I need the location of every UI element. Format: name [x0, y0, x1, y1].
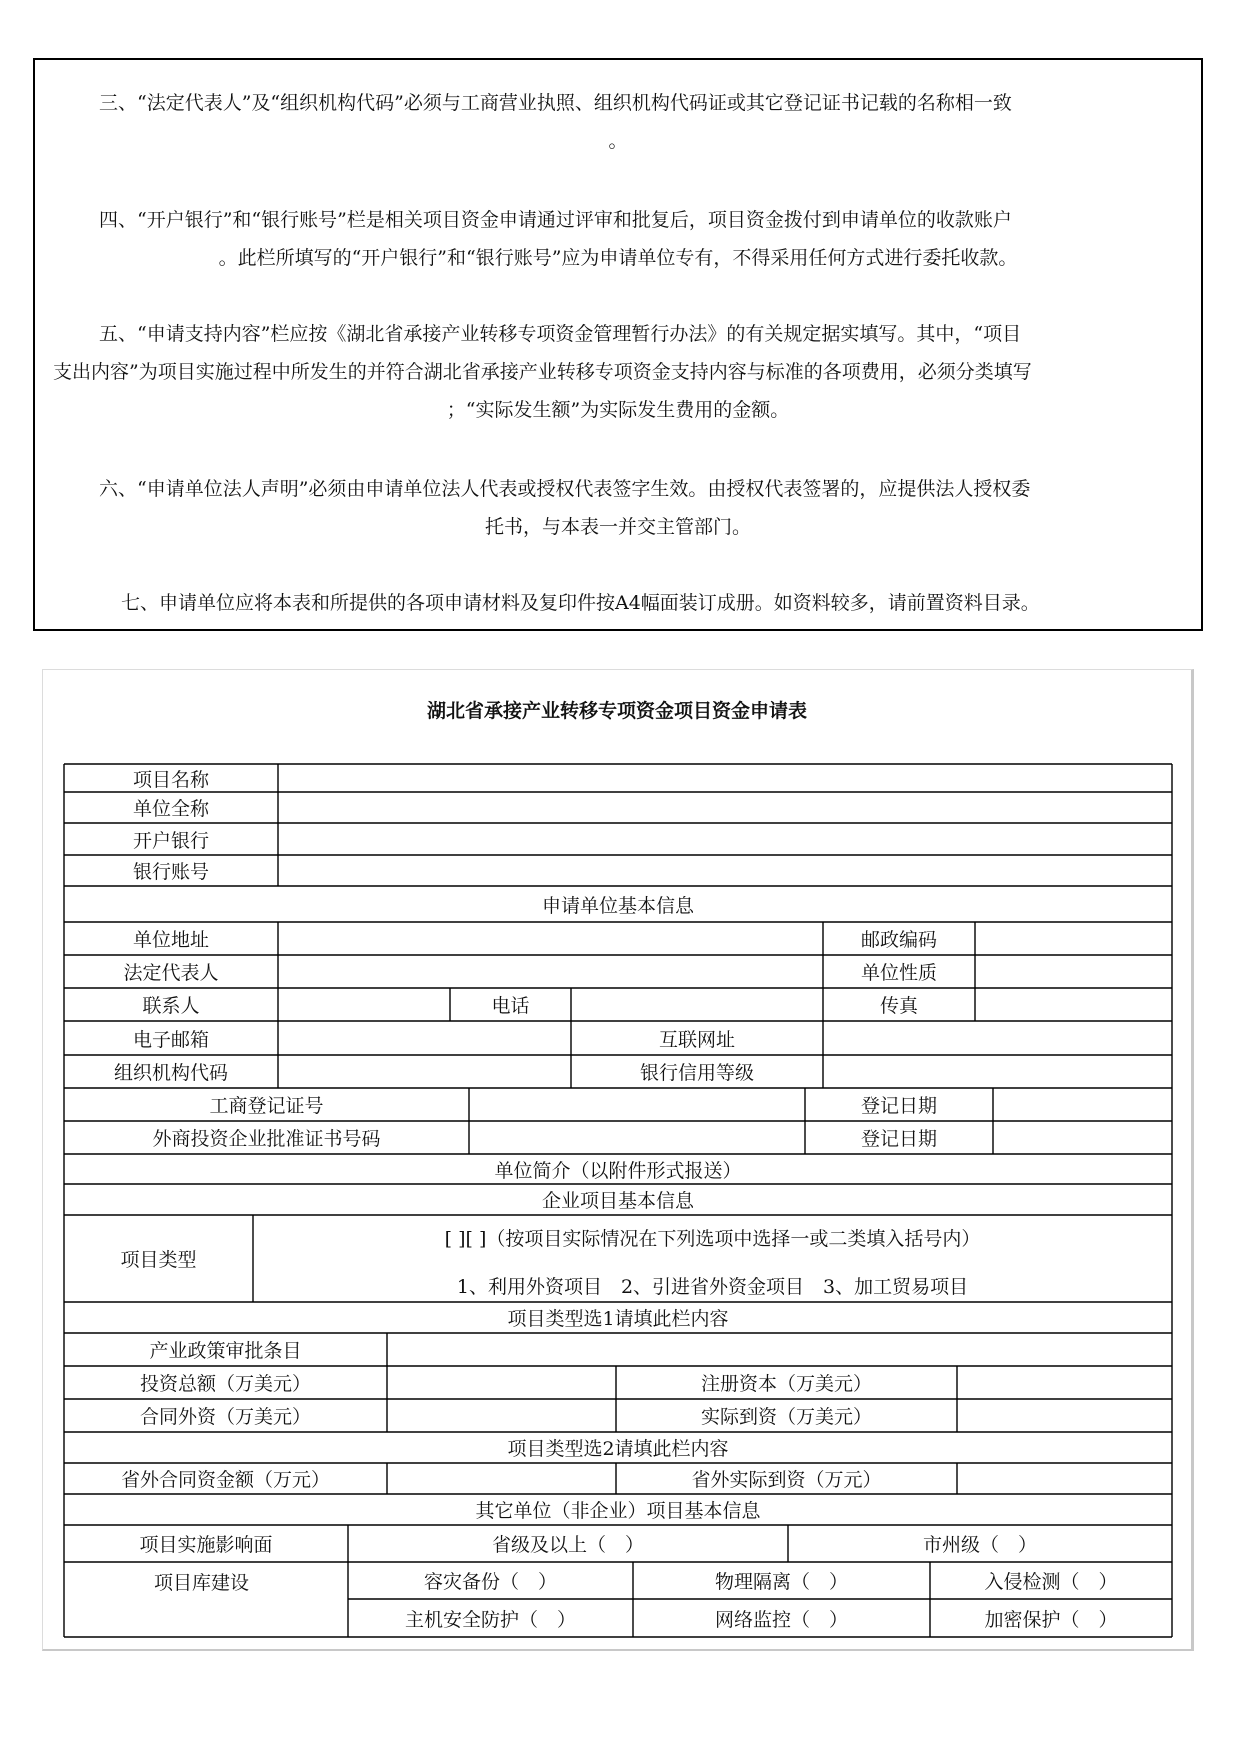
field-website[interactable] [823, 1021, 1172, 1055]
option-isolation[interactable]: 物理隔离（ ） [714, 1571, 848, 1593]
note-6-cont: 托书，与本表一并交主管部门。 [484, 516, 751, 538]
label-out-contract: 省外合同资金额（万元） [120, 1469, 330, 1491]
note-item-3 [53, 84, 1183, 160]
label-project-name: 项目名称 [132, 768, 209, 791]
field-reg-capital[interactable] [957, 1366, 1172, 1399]
label-biz-reg-no: 工商登记证号 [209, 1095, 324, 1117]
label-address: 单位地址 [132, 929, 209, 951]
field-fax[interactable] [975, 988, 1172, 1021]
option-impact-province[interactable]: 省级及以上（ ） [491, 1534, 644, 1556]
note-4-text: 四、“开户银行”和“银行账号”栏是相关项目资金申请通过评审和批复后，项目资金拨付到申请单位的收款账户 [99, 209, 1012, 231]
note-6-text: 六、“申请单位法人声明”必须由申请单位法人代表或授权代表签字生效。由授权代表签署的，应提供法人授权委 [99, 478, 1031, 500]
field-project-name[interactable] [278, 764, 1172, 792]
label-impact: 项目实施影响面 [139, 1534, 273, 1556]
note-3-text: 三、“法定代表人”及“组织机构代码”必须与工商营业执照、组织机构代码证或其它登记证书记载的名称相一致 [99, 92, 1012, 114]
section-project-info: 企业项目基本信息 [541, 1190, 694, 1212]
field-email[interactable] [278, 1021, 571, 1055]
option-impact-city[interactable]: 市州级（ ） [922, 1534, 1037, 1556]
field-foreign-cert-no[interactable] [469, 1121, 805, 1154]
section-type-1: 项目类型选1请填此栏内容 [507, 1308, 729, 1330]
field-contract-foreign[interactable] [387, 1399, 616, 1432]
field-account[interactable] [278, 855, 1172, 886]
note-5-line2: 支出内容”为项目实施过程中所发生的并符合湖北省承接产业转移专项资金支持内容与标准的各项费用，必须分类填写 [53, 361, 1032, 383]
option-encryption[interactable]: 加密保护（ ） [984, 1608, 1118, 1631]
section-basic-info: 申请单位基本信息 [541, 894, 694, 917]
label-policy-item: 产业政策审批条目 [149, 1340, 302, 1362]
label-unit-nature: 单位性质 [860, 962, 937, 984]
label-reg-capital: 注册资本（万美元） [700, 1373, 872, 1395]
field-reg-date-2[interactable] [993, 1121, 1172, 1154]
label-org-code: 组织机构代码 [113, 1062, 228, 1084]
field-policy-item[interactable] [387, 1333, 1172, 1366]
project-type-options: 1、利用外资项目 2、引进省外资金项目 3、加工贸易项目 [456, 1275, 969, 1298]
form-title: 湖北省承接产业转移专项资金项目资金申请表 [426, 700, 807, 722]
field-out-contract[interactable] [387, 1463, 616, 1494]
unit-intro-row: 单位简介（以附件形式报送） [494, 1159, 742, 1182]
note-item-7 [53, 584, 1183, 622]
field-address[interactable] [278, 922, 823, 955]
label-credit-level: 银行信用等级 [639, 1062, 754, 1084]
note-5-cont: ；“实际发生额”为实际发生费用的金额。 [446, 399, 790, 421]
project-type-hint: [ ][ ]（按项目实际情况在下列选项中选择一或二类填入括号内） [444, 1227, 981, 1250]
label-contract-foreign: 合同外资（万美元） [139, 1406, 311, 1428]
label-unit-name: 单位全称 [132, 798, 209, 820]
label-foreign-cert-no: 外商投资企业批准证书号码 [152, 1128, 381, 1150]
option-intrusion[interactable]: 入侵检测（ ） [984, 1571, 1118, 1593]
label-email: 电子邮箱 [132, 1028, 209, 1051]
field-bank[interactable] [278, 823, 1172, 855]
field-actual-paid[interactable] [957, 1399, 1172, 1432]
note-item-4 [53, 201, 1183, 277]
option-host-security[interactable]: 主机安全防护（ ） [404, 1608, 576, 1631]
field-postcode[interactable] [975, 922, 1172, 955]
instructions-box [33, 58, 1203, 631]
label-website: 互联网址 [658, 1028, 735, 1051]
note-7-text: 七、申请单位应将本表和所提供的各项申请材料及复印件按A4幅面装订成册。如资料较多，请前置资料目录。 [121, 592, 1040, 614]
field-legal-rep[interactable] [278, 955, 823, 988]
label-out-actual: 省外实际到资（万元） [691, 1469, 882, 1491]
label-account: 银行账号 [132, 861, 209, 883]
field-total-invest[interactable] [387, 1366, 616, 1399]
label-fax: 传真 [879, 995, 918, 1017]
label-reg-date-1: 登记日期 [860, 1095, 937, 1117]
field-contact[interactable] [278, 988, 450, 1021]
field-org-code[interactable] [278, 1055, 571, 1088]
field-phone[interactable] [571, 988, 823, 1021]
field-reg-date-1[interactable] [993, 1088, 1172, 1121]
note-5-text: 五、“申请支持内容”栏应按《湖北省承接产业转移专项资金管理暂行办法》的有关规定据实填写。其中，“项目 [99, 323, 1022, 345]
label-legal-rep: 法定代表人 [123, 962, 219, 984]
option-backup[interactable]: 容灾备份（ ） [423, 1571, 557, 1593]
section-type-2: 项目类型选2请填此栏内容 [507, 1438, 729, 1460]
section-other-unit: 其它单位（非企业）项目基本信息 [475, 1500, 761, 1522]
label-library: 项目库建设 [154, 1572, 250, 1594]
label-project-type: 项目类型 [120, 1249, 197, 1271]
label-phone: 电话 [491, 995, 530, 1017]
field-unit-name[interactable] [278, 792, 1172, 823]
note-3-cont: 。 [608, 130, 628, 152]
label-total-invest: 投资总额（万美元） [139, 1373, 311, 1395]
label-reg-date-2: 登记日期 [860, 1128, 937, 1150]
option-network-monitor[interactable]: 网络监控（ ） [714, 1608, 848, 1631]
note-4-cont: 。此栏所填写的“开户银行”和“银行账号”应为申请单位专有，不得采用任何方式进行委托收款。 [218, 247, 1018, 269]
label-contact: 联系人 [142, 995, 200, 1017]
note-item-5 [53, 315, 1183, 429]
field-unit-nature[interactable] [975, 955, 1172, 988]
field-biz-reg-no[interactable] [469, 1088, 805, 1121]
label-bank: 开户银行 [132, 829, 209, 852]
field-out-actual[interactable] [957, 1463, 1172, 1494]
note-item-6 [53, 470, 1183, 546]
field-credit-level[interactable] [823, 1055, 1172, 1088]
label-actual-paid: 实际到资（万美元） [700, 1406, 872, 1428]
label-postcode: 邮政编码 [860, 929, 937, 951]
